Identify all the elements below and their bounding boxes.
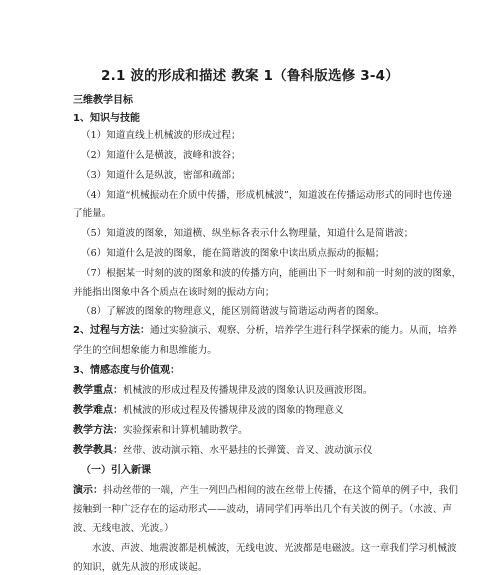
key-point-label: 教学重点： [73,385,123,396]
difficulty-line [73,404,433,418]
knowledge-item-4-cont: 了能量。 [73,208,112,219]
process-line [73,324,457,338]
knowledge-item-7-cont: 并能指出图象中各个质点在该时刻的振动方向； [73,287,275,298]
key-point-line [73,384,433,398]
knowledge-item-3: （3）知道什么是纵波，密部和疏部； [81,170,241,181]
demo-line [73,484,458,498]
knowledge-item-8: （8）了解波的图象的物理意义，能区别简谐波与简谐运动两者的图象。 [81,306,385,317]
tools-label: 教学教具： [73,445,123,456]
knowledge-item-4: （4）知道“机械振动在介质中传播，形成机械波”，知道波在传播运动形式的同时也传递 [81,190,452,201]
process-text: 通过实验演示、观察、分析，培养学生进行科学探索的能力。从而，培养 [149,325,457,336]
knowledge-item-6: （6）知道什么是波的图象，能在简谐波的图象中读出质点振动的振幅； [81,248,385,259]
paragraph-line-2: 的知识，就先从波的形成谈起。 [73,562,208,573]
method-line [73,424,433,438]
tools-text: 丝带、波动演示箱、水平悬挂的长弹簧、音叉、波动演示仪 [123,445,373,456]
demo-line-3: 波、无线电波、光波。） [73,523,174,534]
knowledge-item-2: （2）知道什么是横波，波峰和波谷； [81,150,241,161]
method-text: 实验探索和计算机辅助教学。 [123,425,248,436]
difficulty-label: 教学难点： [73,405,123,416]
tools-line [73,444,433,458]
process-label: 2、过程与方法： [73,325,150,336]
knowledge-item-7: （7）根据某一时刻的波的图象和波的传播方向，能画出下一时刻和前一时刻的波的图象， [81,268,462,279]
demo-text: 抖动丝带的一端，产生一列凹凸相间的波在丝带上传播，在这个简单的例子中，我们 [103,485,458,496]
process-line-cont: 学生的空间想象能力和思维能力。 [73,345,217,356]
key-point-text: 机械波的形成过程及传播规律及波的图象认识及画波形图。 [123,385,373,396]
difficulty-text: 机械波的形成过程及传播规律及波的图象的物理意义 [123,405,344,416]
section-goals-heading: 三维教学目标 [73,95,133,106]
intro-heading: （一）引入新课 [81,465,151,476]
knowledge-item-5: （5）知道波的图象，知道横、纵坐标各表示什么物理量，知道什么是简谐波； [81,228,414,239]
demo-label: 演示： [73,485,103,496]
demo-line-2: 接触到一种广泛存在的运动形式——波动，请同学们再举出几个有关波的例子。（水波、声 [73,504,452,515]
knowledge-heading: 1、知识与技能 [73,113,140,124]
document-title: 2.1 波的形成和描述 教案 1（鲁科版选修 3-4） [101,68,399,84]
paragraph-line-1: 水波、声波、地震波都是机械波，无线电波、光波都是电磁波。这一章我们学习机械波 [92,543,457,554]
emotion-heading: 3、情感态度与价值观： [73,365,180,376]
knowledge-item-1: （1）知道直线上机械波的形成过程； [81,130,241,141]
method-label: 教学方法： [73,425,123,436]
